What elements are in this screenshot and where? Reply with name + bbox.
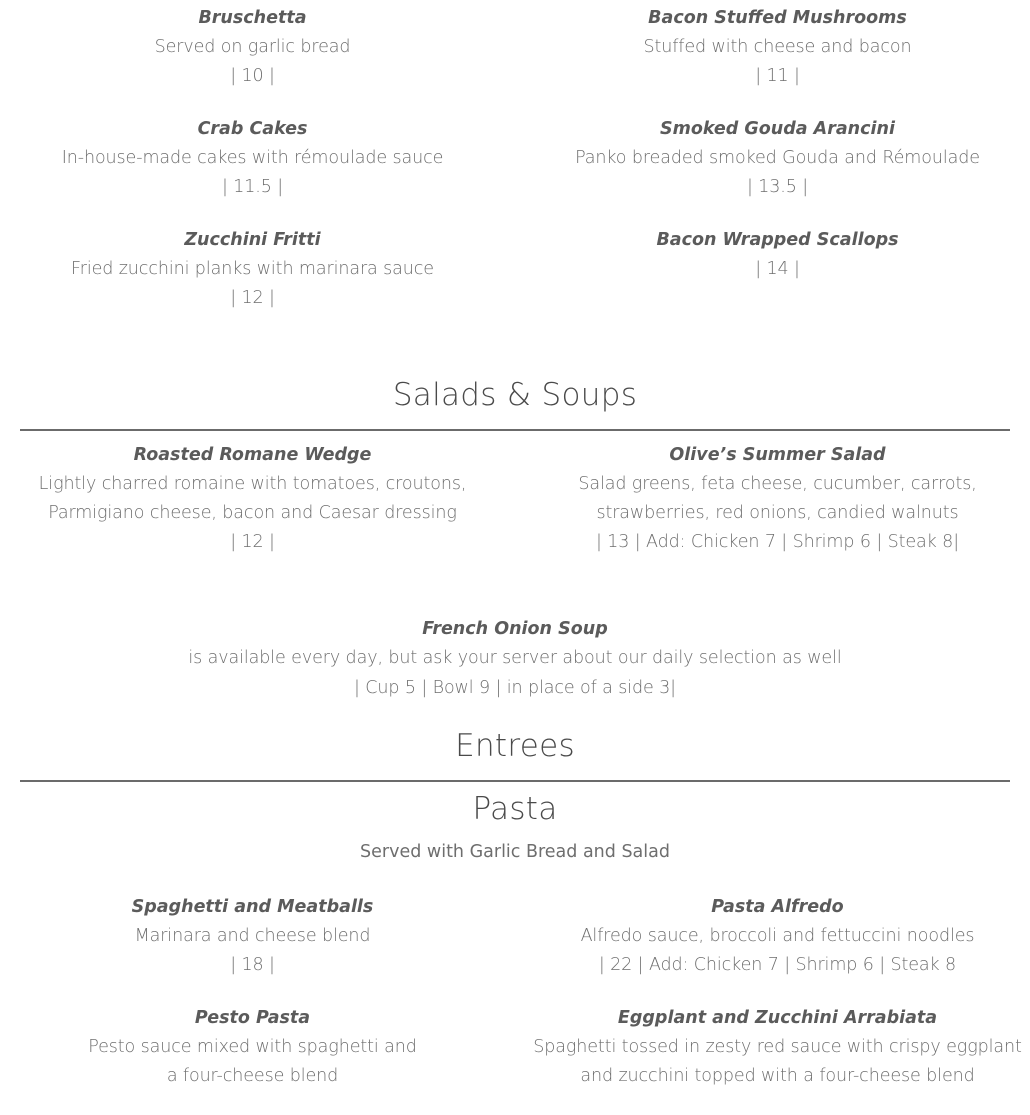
menu-item [525, 1004, 1030, 1091]
item-name: Crab Cakes [197, 119, 308, 139]
item-price: | 12 | [230, 288, 275, 308]
item-name: Pasta Alfredo [711, 897, 844, 917]
item-name: Bacon Stuffed Mushrooms [648, 8, 907, 28]
item-name: Spaghetti and Meatballs [131, 897, 374, 917]
item-description: Pesto sauce mixed with spaghetti and [88, 1037, 417, 1057]
item-description: In-house-made cakes with rémoulade sauce [61, 148, 444, 168]
section-divider [20, 780, 1010, 782]
item-price: | 22 | Add: Chicken 7 | Shrimp 6 | Steak 8 [598, 955, 957, 975]
menu-item [525, 4, 1030, 91]
menu-item [0, 226, 505, 313]
pasta-right-column [525, 893, 1030, 1115]
section-title: Entrees [455, 728, 575, 764]
menu-item [0, 1004, 505, 1091]
item-price: | Cup 5 | Bowl 9 | in place of a side 3| [354, 678, 676, 698]
item-description: Fried zucchini planks with marinara sauce [71, 259, 434, 279]
item-description: Alfredo sauce, broccoli and fettuccini noodles [580, 926, 975, 946]
section-title: Salads & Soups [392, 377, 638, 413]
item-price: | 14 | [755, 259, 800, 279]
item-name: Bruschetta [198, 8, 307, 28]
item-name: Pesto Pasta [194, 1008, 311, 1028]
salads-left-column [0, 441, 505, 557]
appetizers-right-column [525, 4, 1030, 337]
menu-item [0, 115, 505, 202]
item-description: Panko breaded smoked Gouda and Rémoulade [575, 148, 980, 168]
item-description: a four-cheese blend [166, 1066, 339, 1086]
item-name: Olive’s Summer Salad [669, 445, 886, 465]
item-name: Smoked Gouda Arancini [660, 119, 895, 139]
soup-item [0, 615, 1030, 703]
subsection-subtitle: Served with Garlic Bread and Salad [360, 842, 670, 862]
subsection-title: Pasta [472, 791, 558, 827]
menu-item [0, 893, 505, 980]
menu-item [525, 226, 1030, 284]
item-description: Served on garlic bread [154, 37, 351, 57]
salads-right-column [525, 441, 1030, 557]
item-description: Parmigiano cheese, bacon and Caesar dressing [48, 503, 457, 523]
item-description: Spaghetti tossed in zesty red sauce with crispy eggplant [533, 1037, 1022, 1057]
item-price: | 10 | [230, 66, 275, 86]
item-name: Zucchini Fritti [184, 230, 321, 250]
item-description: Salad greens, feta cheese, cucumber, carrots, [578, 474, 977, 494]
item-price: | 13.5 | [746, 177, 809, 197]
item-description: Marinara and cheese blend [134, 926, 371, 946]
item-description: Lightly charred romaine with tomatoes, croutons, [38, 474, 467, 494]
menu-item [0, 4, 505, 91]
item-description: Stuffed with cheese and bacon [643, 37, 912, 57]
item-name: Eggplant and Zucchini Arrabiata [617, 1008, 938, 1028]
item-description: strawberries, red onions, candied walnuts [596, 503, 959, 523]
item-price: | 11 | [755, 66, 800, 86]
item-name: Roasted Romane Wedge [133, 445, 372, 465]
item-price: | 18 | [230, 955, 275, 975]
item-price: | 12 | [230, 532, 275, 552]
menu-item [525, 115, 1030, 202]
appetizers-section [0, 4, 1030, 337]
item-description: and zucchini topped with a four-cheese blend [580, 1066, 975, 1086]
menu-item [525, 893, 1030, 980]
pasta-left-column [0, 893, 505, 1115]
item-name: Bacon Wrapped Scallops [656, 230, 899, 250]
item-price: | 11.5 | [221, 177, 284, 197]
salads-soups-section [0, 377, 1030, 703]
item-price: | 13 | Add: Chicken 7 | Shrimp 6 | Steak 8| [596, 532, 959, 552]
entrees-section [0, 728, 1030, 1115]
section-divider [20, 429, 1010, 431]
item-name: French Onion Soup [422, 619, 608, 639]
appetizers-left-column [0, 4, 505, 337]
item-description: is available every day, but ask your server about our daily selection as well [188, 648, 842, 668]
